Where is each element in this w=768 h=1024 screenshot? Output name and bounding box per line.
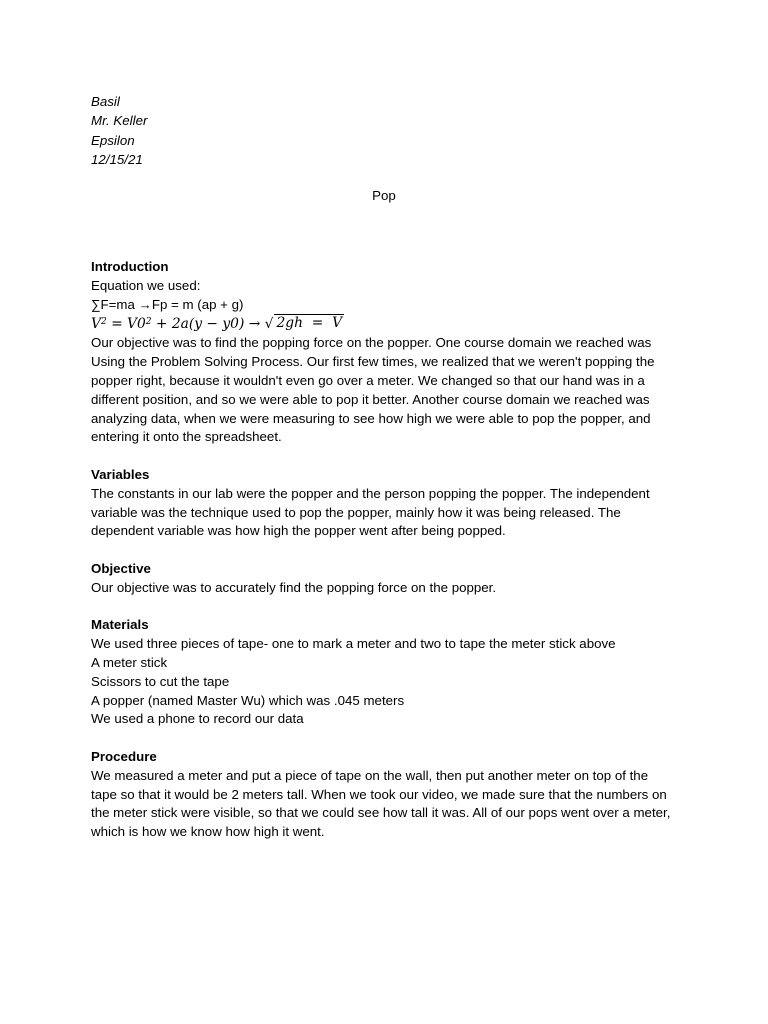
equation-force: ∑F=ma →Fp = m (ap + g) [91, 296, 244, 312]
procedure-section [91, 748, 676, 842]
eq-v: V [91, 316, 101, 333]
materials-section [91, 616, 676, 729]
student-name: Basil [91, 94, 120, 109]
introduction-paragraph: Our objective was to find the popping force on the popper. One course domain we reached was Using the Problem Solving Process. Our first few times, we realized that we weren't popping the popper right, because it wouldn't even go over a meter. We changed so that our hand was in a different position, and so we were able to pop it better. Another course domain we reached was analyzing data, when we were measuring to see how high we were able to pop the popper, and entering it onto the spreadsheet. [91, 335, 655, 445]
introduction-heading: Introduction [91, 259, 169, 274]
objective-paragraph: Our objective was to accurately find the popping force on the popper. [91, 579, 497, 595]
objective-section [91, 560, 676, 598]
variables-section [91, 466, 676, 541]
eq-v-exponent: 2 [100, 317, 107, 328]
eq-v0: V0 [127, 316, 146, 333]
equation-velocity [91, 314, 676, 334]
equation-label: Equation we used: [91, 277, 201, 293]
header-block [91, 92, 147, 170]
eq-v0-exponent: 2 [145, 317, 152, 328]
date: 12/15/21 [91, 152, 143, 168]
variables-heading: Variables [91, 466, 150, 482]
materials-item: A popper (named Master Wu) which was .045 meters [91, 692, 405, 708]
document-body [91, 258, 676, 861]
eq-rest: + 2a(y − y0) → [151, 316, 265, 333]
materials-item: We used three pieces of tape- one to mark a meter and two to tape the meter stick above [91, 636, 616, 652]
procedure-heading: Procedure [91, 748, 157, 764]
document-title: Pop [372, 188, 396, 203]
eq-radicand: 2gh = V [276, 315, 343, 332]
teacher-name: Mr. Keller [91, 113, 148, 129]
square-root [265, 314, 344, 334]
radical-sign-icon: √ [264, 316, 274, 333]
materials-item: A meter stick [91, 654, 168, 670]
introduction-section [91, 258, 676, 447]
materials-item: We used a phone to record our data [91, 711, 304, 727]
materials-heading: Materials [91, 617, 149, 633]
eq-equals: = [106, 316, 128, 333]
variables-paragraph: The constants in our lab were the popper and the person popping the popper. The independent variable was the technique used to pop the popper, mainly how it was being released. The dependent variable was how high the popper went after being popped. [91, 485, 650, 539]
class-name: Epsilon [91, 132, 135, 148]
materials-item: Scissors to cut the tape [91, 673, 230, 689]
objective-heading: Objective [91, 560, 151, 576]
procedure-paragraph: We measured a meter and put a piece of tape on the wall, then put another meter on top of the tape so that it would be 2 meters tall. When we took our video, we made sure that the numbers on the meter stick were visible, so that we could see how tall it was. All of our pops went over a meter, which is how we know how high it went. [91, 767, 671, 840]
